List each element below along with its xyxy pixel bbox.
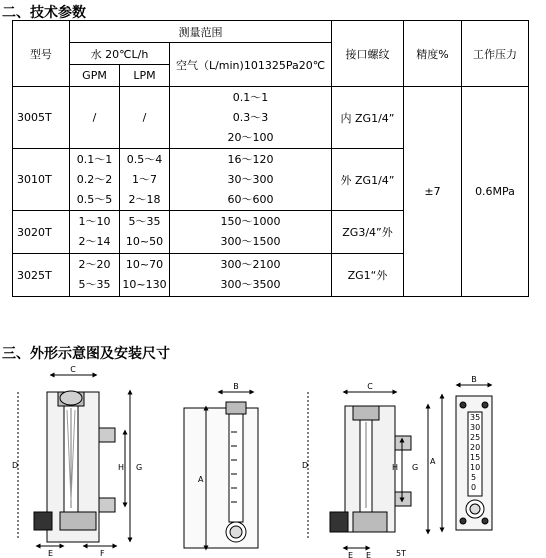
cell-gpm: /: [70, 87, 120, 149]
section-title-dimensions: 三、外形示意图及安装尺寸: [2, 346, 170, 362]
cell-gpm: 1～10 2～14: [70, 211, 120, 254]
cell-air: 16～120 30～300 60～600: [170, 149, 332, 211]
svg-text:H: H: [392, 463, 399, 472]
svg-text:A: A: [198, 475, 204, 484]
svg-text:30: 30: [470, 423, 481, 432]
header-accuracy: 精度%: [404, 21, 462, 87]
svg-text:0: 0: [471, 483, 477, 492]
header-thread: 接口螺纹: [332, 21, 404, 87]
svg-text:G: G: [136, 463, 143, 472]
svg-text:20: 20: [470, 443, 481, 452]
cell-accuracy: ±7: [404, 87, 462, 297]
cell-air: 0.1～1 0.3～3 20～100: [170, 87, 332, 149]
svg-text:10: 10: [470, 463, 481, 472]
svg-text:E: E: [48, 549, 54, 558]
cell-pressure: 0.6MPa: [462, 87, 529, 297]
svg-text:5: 5: [471, 473, 477, 482]
cell-air: 150～1000 300～1500: [170, 211, 332, 254]
cell-model: 3010T: [13, 149, 70, 211]
flowmeter-front-view-1: [184, 392, 258, 548]
cell-thread: ZG1“外: [332, 254, 404, 297]
flowmeter-front-view-2: [442, 385, 492, 530]
svg-text:F: F: [100, 549, 105, 558]
header-air: 空气（L/min)101325Pa20℃: [170, 43, 332, 87]
svg-text:H: H: [118, 463, 125, 472]
cell-lpm: 10~70 10~130: [120, 254, 170, 297]
header-gpm: GPM: [70, 65, 120, 87]
svg-text:25: 25: [470, 433, 481, 442]
svg-text:C: C: [70, 365, 76, 374]
svg-text:A: A: [430, 457, 436, 466]
table-row: [13, 87, 529, 149]
svg-text:B: B: [233, 382, 239, 391]
cell-air: 300～2100 300～3500: [170, 254, 332, 297]
flowmeter-side-view-2: [308, 392, 428, 548]
svg-text:B: B: [471, 375, 477, 384]
svg-text:E: E: [348, 551, 354, 558]
svg-text:D: D: [12, 461, 19, 470]
header-model: 型号: [13, 21, 70, 87]
cell-model: 3020T: [13, 211, 70, 254]
header-lpm: LPM: [120, 65, 170, 87]
header-water: 水 20℃L/h: [70, 43, 170, 65]
svg-text:35: 35: [470, 413, 481, 422]
svg-text:G: G: [412, 463, 419, 472]
svg-text:D: D: [302, 461, 309, 470]
section-title-technical: 二、技术参数: [2, 5, 86, 21]
cell-thread: ZG3/4”外: [332, 211, 404, 254]
spec-table: [12, 20, 529, 297]
flowmeter-side-view-1: [18, 375, 130, 546]
cell-thread: 内 ZG1/4”: [332, 87, 404, 149]
cell-model: 3025T: [13, 254, 70, 297]
svg-text:C: C: [367, 382, 373, 391]
header-range: 测量范围: [70, 21, 332, 43]
dimension-diagrams: [0, 362, 546, 558]
model-mark: 5T: [396, 549, 406, 558]
svg-text:E: E: [366, 551, 372, 558]
cell-lpm: /: [120, 87, 170, 149]
cell-gpm: 0.1～1 0.2～2 0.5～5: [70, 149, 120, 211]
svg-text:15: 15: [470, 453, 481, 462]
header-pressure: 工作压力: [462, 21, 529, 87]
cell-thread: 外 ZG1/4”: [332, 149, 404, 211]
cell-lpm: 5～35 10~50: [120, 211, 170, 254]
cell-gpm: 2～20 5～35: [70, 254, 120, 297]
cell-model: 3005T: [13, 87, 70, 149]
cell-lpm: 0.5～4 1～7 2～18: [120, 149, 170, 211]
